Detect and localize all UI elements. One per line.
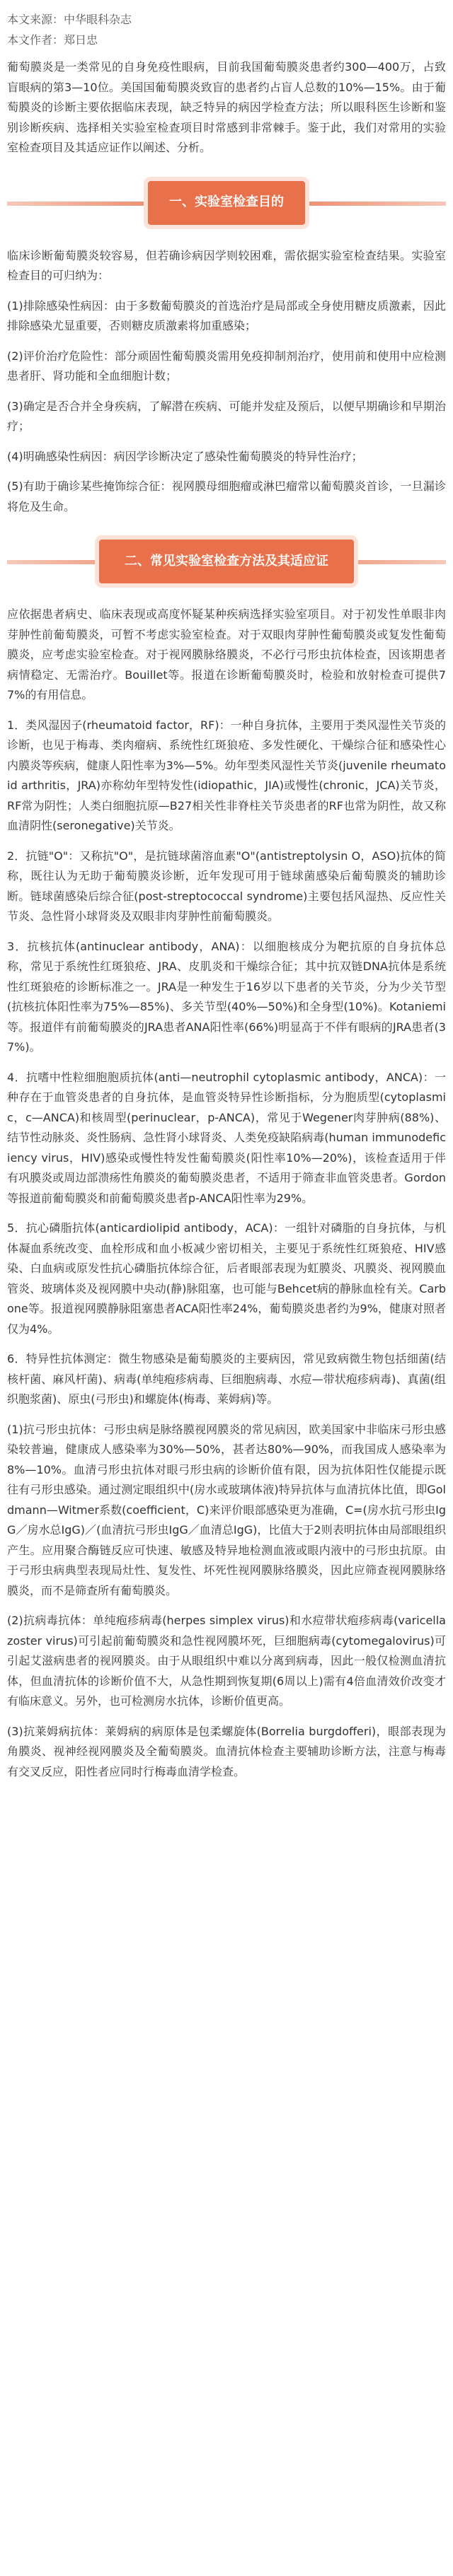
test-item-lyme: (3)抗莱姆病抗体：莱姆病的病原体是包柔螺旋体(Borrelia burgdofferi)，眼部表现为角膜炎、视神经视网膜炎及全葡萄膜炎。血清抗体检查主要辅助诊断方法，注意与梅毒有交叉反应，阳性者应同时行梅毒血清学检查。 bbox=[7, 1724, 446, 1778]
section-1-title: 一、实验室检查目的 bbox=[148, 181, 305, 225]
intro-paragraph: 葡萄膜炎是一类常见的自身免疫性眼病，目前我国葡萄膜炎患者约300—400万，占致盲眼病的第3—10位。美国国葡萄膜炎致盲的患者约占盲人总数的10%—15%。由于葡萄膜炎的诊断主要依据临床表现，缺乏特异的病因学检查方法；所以眼科医生诊断和鉴别诊断疾病、选择相关实验室检查项目时常感到非常棘手。鉴于此，我们对常用的实验室检查项目及其适应证作以阐述、分析。 bbox=[7, 60, 446, 154]
test-item-aso: 2．抗链"O"：又称抗"O"，是抗链球菌溶血素"O"(antistreptolysin O，ASO)抗体的简称，既往认为无助于葡萄膜炎诊断，近年发现可用于链球菌感染后葡萄膜炎的辅助诊断。链球菌感染后综合征(post-streptococcal syndrome)主要包括风湿热、反应性关节炎、急性肾小球肾炎及双眼非肉芽肿性前葡萄膜炎。 bbox=[7, 849, 446, 923]
test-item-specific-antibody: 6．特异性抗体测定：微生物感染是葡萄膜炎的主要病因，常见致病微生物包括细菌(结核杆菌、麻风杆菌)、病毒(单纯疱疹病毒、巨细胞病毒、水痘—带状疱疹病毒)、真菌(组织胞浆菌)、原虫(弓形虫)和螺旋体(梅毒、莱姆病)等。 bbox=[7, 1352, 446, 1406]
purpose-item-4: (4)明确感染性病因：病因学诊断决定了感染性葡萄膜炎的特异性治疗； bbox=[7, 449, 363, 463]
test-item-rf: 1．类风湿因子(rheumatoid factor，RF)：一种自身抗体，主要用于类风湿性关节炎的诊断，也见于梅毒、类肉瘤病、系统性红斑狼疮、多发性硬化、干燥综合征和感染性心内膜炎等疾病，健康人阳性率为3%—5%。幼年型类风湿性关节炎(juvenile rheumatoid arthritis，JRA)亦称幼年型特发性(idiopathic，JIA)或慢性(chronic，JCA)关节炎，RF常为阴性；人类白细胞抗原—B27相关性非脊柱关节炎患者的RF也常为阴性，故又称血清阴性(seronegative)关节炎。 bbox=[7, 718, 446, 832]
article-meta bbox=[7, 10, 446, 50]
section-2-banner bbox=[7, 531, 446, 589]
test-item-anca: 4．抗嗜中性粒细胞胞质抗体(anti—neutrophil cytoplasmic antibody，ANCA)：一种存在于血管炎患者的自身抗体，是血管炎特异性诊断指标，分为胞质型(cytoplasmic，c—ANCA)和核周型(perinuclear，p-ANCA)，常见于Wegener肉芽肿病(88%)、结节性动脉炎、炎性肠病、急性肾小球肾炎、人类免疫缺陷病毒(human immunodeficiency virus，HIV)感染或慢性特发性葡萄膜炎(阳性率10%—20%)，该检查适用于伴有巩膜炎或周边部溃疡性角膜炎的葡萄膜炎患者，不适用于筛查非血管炎患者。Gordon等报道前葡萄膜炎和前葡萄膜炎患者p-ANCA阳性率为29%。 bbox=[7, 1070, 446, 1205]
article bbox=[7, 0, 446, 1782]
section-2-lead: 应依据患者病史、临床表现或高度怀疑某种疾病选择实验室项目。对于初发性单眼非肉芽肿性前葡萄膜炎，可暂不考虑实验室检查。对于双眼肉芽肿性葡萄膜炎或复发性葡萄膜炎，应考虑实验室检查。对于视网膜脉络膜炎，不必行弓形虫抗体检查，因该期患者病情稳定、无需治疗。Bouillet等。报道在诊断葡萄膜炎时，检验和放射检查可提供77%的有用信息。 bbox=[7, 607, 446, 701]
purpose-item-5: (5)有助于确诊某些掩饰综合征：视网膜母细胞瘤或淋巴瘤常以葡萄膜炎首诊，一旦漏诊将危及生命。 bbox=[7, 479, 446, 513]
author-line: 本文作者：郑日忠 bbox=[7, 33, 98, 47]
test-item-ana: 3．抗核抗体(antinuclear antibody，ANA)：以细胞核成分为靶抗原的自身抗体总称，常见于系统性红斑狼疮、JRA、皮肌炎和干燥综合征；其中抗双链DNA抗体是系统性红斑狼疮的诊断标准之一。JRA是一种发生于16岁以下患者的关节炎，分为少关节型(抗核抗体阳性率为75%—85%)、多关节型(40%—50%)和全身型(10%)。Kotaniemi等。报道伴有前葡萄膜炎的JRA患者ANA阳性率(66%)明显高于不伴有眼病的JRA患者(37%)。 bbox=[7, 939, 446, 1054]
test-item-aca: 5．抗心磷脂抗体(anticardiolipid antibody，ACA)：一组针对磷脂的自身抗体，与机体凝血系统改变、血栓形成和血小板减少密切相关，主要见于系统性红斑狼疮、HIV感染、白血病或原发性抗心磷脂抗体综合征，后者眼部表现为虹膜炎、巩膜炎、视网膜血管炎、玻璃体炎及视网膜中央动(静)脉阻塞，也可能与Behcet病的静脉血栓有关。Carbone等。报道视网膜静脉阻塞患者ACA阳性率24%，葡萄膜炎患者约为9%，健康对照者仅为4%。 bbox=[7, 1221, 446, 1336]
purpose-item-2: (2)评价治疗危险性：部分顽固性葡萄膜炎需用免疫抑制剂治疗，使用前和使用中应检测患者肝、肾功能和全血细胞计数； bbox=[7, 349, 446, 383]
purpose-item-1: (1)排除感染性病因：由于多数葡萄膜炎的首选治疗是局部或全身使用糖皮质激素，因此排除感染尤显重要，否则糖皮质激素将加重感染； bbox=[7, 298, 446, 332]
section-1-lead: 临床诊断葡萄膜炎较容易，但若确诊病因学则较困难，需依据实验室检查结果。实验室检查目的可归纳为： bbox=[7, 248, 446, 282]
section-1-banner bbox=[7, 173, 446, 231]
source-line: 本文来源：中华眼科杂志 bbox=[7, 13, 132, 26]
test-item-antiviral: (2)抗病毒抗体：单纯疱疹病毒(herpes simplex virus)和水痘带状疱疹病毒(varicella zoster virus)可引起前葡萄膜炎和急性视网膜坏死，巨细胞病毒(cytomegalovirus)可引起艾滋病患者的视网膜炎。由于从眼组织中难以分离到病毒，因此一般仅检测血清抗体，但血清抗体的诊断价值不大，从急性期到恢复期(6周以上)需有4倍血清效价改变才有临床意义。另外，也可检测房水抗体，诊断价值更高。 bbox=[7, 1614, 446, 1708]
section-2-title: 二、常见实验室检查方法及其适应证 bbox=[99, 540, 354, 583]
test-item-toxoplasma: (1)抗弓形虫抗体：弓形虫病是脉络膜视网膜炎的常见病因，欧美国家中非临床弓形虫感染较普遍，健康成人感染率为30%—50%，甚者达80%—90%，而我国成人感染率为8%—10%。血清弓形虫抗体对眼弓形虫病的诊断价值有限，因为抗体阳性仅能提示既往有弓形虫感染。通过测定眼组织中(房水或玻璃体液)特异抗体与血清抗体比值，即Goldmann—Witmer系数(coefficient，C)来评价眼部感染更为准确，C=(房水抗弓形虫IgG／房水总IgG)／(血清抗弓形虫IgG／血清总IgG)，比值大于2则表明抗体由局部眼组织产生。应用聚合酶链反应可快速、敏感及特异地检测血液或眼内液中的弓形虫抗原。由于弓形虫病典型表现局灶性、复发性、坏死性视网膜脉络膜炎，因此应筛查视网膜脉络膜炎，而不是筛查所有葡萄膜炎。 bbox=[7, 1422, 446, 1597]
purpose-item-3: (3)确定是否合并全身疾病，了解潜在疾病、可能并发症及预后，以便早期确诊和早期治疗； bbox=[7, 399, 446, 433]
